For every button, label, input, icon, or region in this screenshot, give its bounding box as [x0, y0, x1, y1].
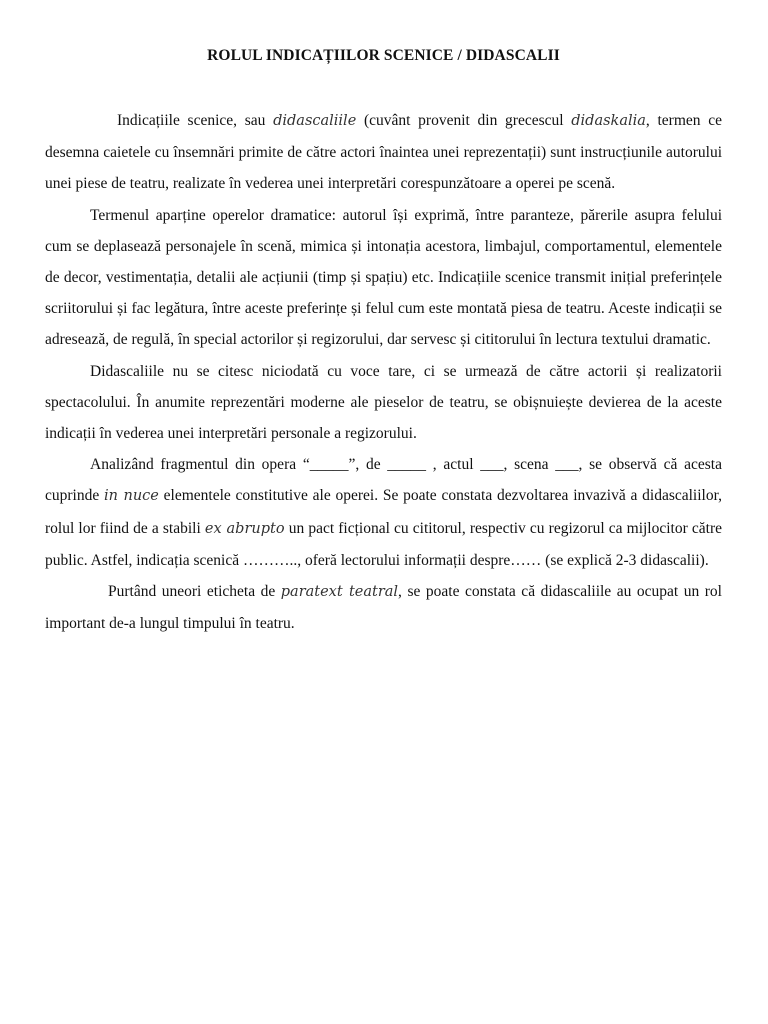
paragraph-4-segment: elementele constitutive ale operei. Se poate constata dezvoltarea invazivă a didascaliilor, rolul lor fiind de a stabili: [45, 487, 723, 537]
paragraph-2: [45, 200, 722, 356]
paragraph-5-segment: Purtând uneori eticheta de: [108, 583, 281, 601]
term-didascaliile: didascaliile: [273, 113, 357, 129]
document-body: [45, 105, 722, 639]
paragraph-1-segment: , termen ce desemna caietele cu însemnări primite de către actori înaintea unei reprezentații) sunt instrucțiunile autorului unei piese de teatru, realizate în vederea unei interpretări corespunzătoare a operei pe scenă.: [45, 112, 722, 193]
term-didaskalia: didaskalia: [571, 113, 646, 129]
paragraph-3-segment: Didascaliile nu se citesc niciodată cu voce tare, ci se urmează de către actorii și realizatorii spectacolului. În anumite reprezentări moderne ale pieselor de teatru, se obișnuiește devierea de la aceste indicații în vederea unei interpretări personale a regizorului.: [45, 362, 722, 443]
document-title: ROLUL INDICAȚIILOR SCENICE / DIDASCALII: [207, 47, 560, 64]
paragraph-1: [45, 105, 722, 200]
paragraph-5: [45, 576, 722, 639]
paragraph-4: [45, 449, 722, 576]
paragraph-4-segment: Analizând fragmentul din opera “_____”, de _____ , actul ___, scena ___, se observă că acesta cuprinde: [45, 456, 722, 505]
paragraph-1-segment: (cuvânt provenit din grecescul: [356, 112, 572, 129]
paragraph-4-segment: un pact ficțional cu cititorul, respectiv cu regizorul ca mijlocitor către public. Astfel, indicația scenică ……….., oferă lectorului informații despre…… (se explică 2-3 didascalii).: [45, 519, 722, 569]
paragraph-1-segment: Indicațiile scenice, sau: [117, 112, 274, 129]
term-ex-abrupto: ex abrupto: [204, 520, 285, 537]
term-paratext-teatral: paratext teatral: [280, 584, 399, 601]
paragraph-5-segment: , se poate constata că didascaliile au ocupat un rol important de-a lungul timpului în teatru.: [45, 583, 722, 633]
paragraph-3: [45, 356, 722, 450]
term-in-nuce: in nuce: [104, 488, 159, 505]
paragraph-2-segment: Termenul aparține operelor dramatice: autorul își exprimă, între paranteze, părerile asupra felului cum se deplasează personajele în scenă, mimica și intonația acestora, limbajul, comportamentul, elementele de decor, vestimentația, detalii ale acțiunii (timp și spațiu) etc. Indicațiile scenice transmit inițial preferințele scriitorului și fac legătura, între aceste preferințe și felul cum este montată piesa de teatru. Aceste indicații se adresează, de regulă, în special actorilor și regizorului, dar servesc și cititorului în lectura textului dramatic.: [45, 206, 722, 349]
